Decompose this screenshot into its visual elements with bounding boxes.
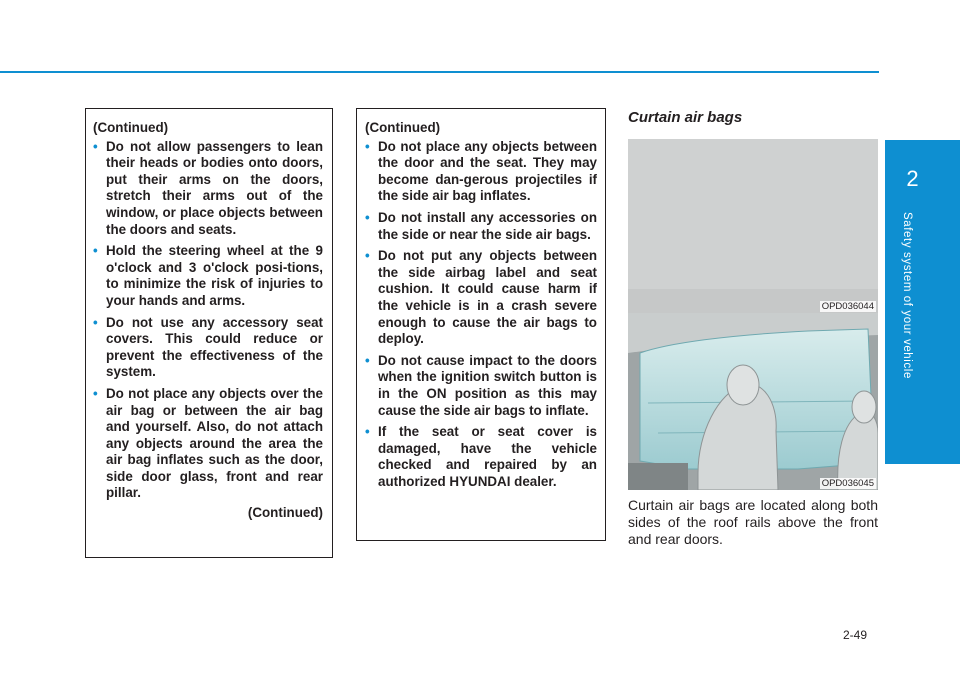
figure-code: OPD036045 bbox=[821, 478, 874, 489]
warning-item: • Do not install any accessories on the side or near the side air bags. bbox=[365, 209, 597, 242]
bullet-dot-icon: • bbox=[365, 138, 370, 154]
bullet-dot-icon: • bbox=[93, 385, 98, 401]
warning-item: • Do not place any objects over the air bag or between the air bag and yourself. Also, do not attach any objects around the area the air bag inflates such as the door, side door glass, front and rear pillar. bbox=[93, 385, 323, 501]
warning-item: • Do not cause impact to the doors when the ignition switch button is in the ON position as this may cause the side air bags to inflate. bbox=[365, 352, 597, 418]
bullet-dot-icon: • bbox=[365, 352, 370, 368]
warning-box-left bbox=[85, 108, 333, 558]
warning-item: • Do not put any objects between the side airbag label and seat cushion. It could cause harm if the vehicle is in a crash severe enough to cause the air bags to deploy. bbox=[365, 248, 597, 347]
warning-item: • Do not allow passengers to lean their heads or bodies onto doors, put their arms on the doors, stretch their arms out of the window, or place objects between the doors and seats. bbox=[93, 138, 323, 237]
figure-code: OPD036044 bbox=[821, 301, 874, 312]
bullet-dot-icon: • bbox=[93, 243, 98, 259]
page-number: 2-49 bbox=[843, 628, 868, 642]
bullet-dot-icon: • bbox=[93, 138, 98, 154]
header-rule bbox=[0, 71, 879, 73]
bullet-dot-icon: • bbox=[93, 314, 98, 330]
chapter-title: Safety system of your vehicle bbox=[901, 212, 913, 379]
warning-item: • If the seat or seat cover is damaged, have the vehicle checked and repaired by an authorized HYUNDAI dealer. bbox=[365, 424, 597, 489]
figure-curtain-airbag-interior bbox=[628, 313, 878, 490]
figure-caption: Curtain air bags are located along both sides of the roof rails above the front and rear doors. bbox=[628, 497, 878, 547]
warning-box-header: (Continued) bbox=[93, 120, 169, 135]
chapter-number: 2 bbox=[906, 166, 919, 191]
warning-box-footer: (Continued) bbox=[247, 505, 323, 521]
section-heading: Curtain air bags bbox=[628, 109, 743, 126]
bullet-dot-icon: • bbox=[365, 209, 370, 225]
warning-item: • Do not place any objects between the door and the seat. They may become dan-gerous projectiles if the side air bag inflates. bbox=[365, 138, 597, 204]
warning-item: • Do not use any accessory seat covers. This could reduce or prevent the effectiveness of the system. bbox=[93, 314, 323, 380]
bullet-dot-icon: • bbox=[365, 424, 370, 440]
warning-box-header: (Continued) bbox=[365, 120, 441, 135]
warning-box-middle bbox=[356, 108, 606, 541]
illustration-image bbox=[628, 313, 878, 490]
warning-list bbox=[93, 139, 323, 502]
bullet-dot-icon: • bbox=[365, 248, 370, 264]
warning-list bbox=[365, 139, 597, 491]
illustration-image bbox=[628, 139, 878, 313]
section-tab bbox=[885, 140, 960, 464]
figure-curtain-airbag-exterior bbox=[628, 139, 878, 313]
warning-item: • Hold the steering wheel at the 9 o'clock and 3 o'clock posi-tions, to minimize the risk of injuries to your hands and arms. bbox=[93, 243, 323, 308]
